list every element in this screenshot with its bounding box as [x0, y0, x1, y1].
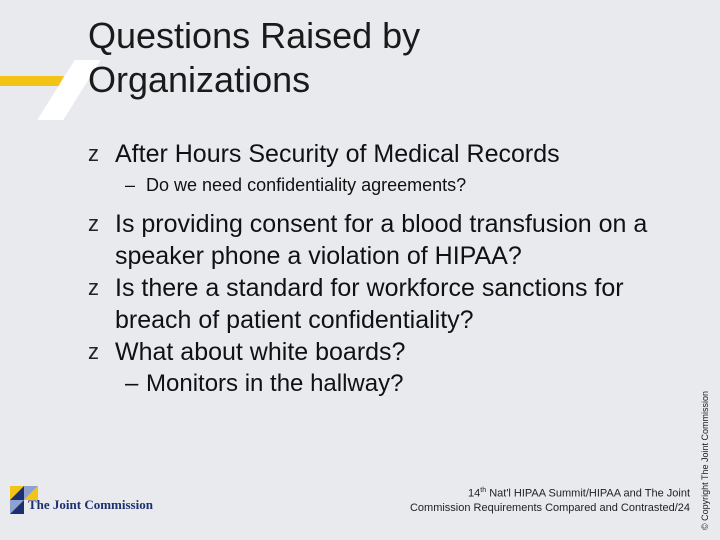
bullet-text: Is providing consent for a blood transfusion on a speaker phone a violation of HIPAA?: [115, 210, 648, 270]
footer-line-1: 14th Nat'l HIPAA Summit/HIPAA and The Joint: [468, 487, 690, 500]
bullet-icon: z: [88, 141, 99, 166]
bullet-item: [88, 272, 688, 336]
bullet-text: Is there a standard for workforce sanctions for breach of patient confidentiality?: [115, 274, 624, 334]
bullet-item: [88, 336, 688, 368]
bullet-text: What about white boards?: [115, 338, 406, 366]
sub-bullet-text: Monitors in the hallway?: [146, 370, 404, 397]
slide-footer: [360, 484, 690, 515]
bullet-item: [88, 138, 688, 170]
bullet-item: [88, 208, 688, 272]
bullet-icon: z: [88, 275, 99, 300]
bullet-icon: z: [88, 339, 99, 364]
logo-wordmark: The Joint Commission: [28, 497, 153, 512]
footer-line-2: Commission Requirements Compared and Contrasted/24: [409, 501, 690, 514]
sub-bullet-item: [88, 172, 688, 198]
copyright-notice: © Copyright The Joint Commission: [700, 390, 710, 530]
bullet-text: After Hours Security of Medical Records: [115, 140, 560, 168]
sub-bullet-item: [88, 368, 688, 400]
dash-icon: –: [125, 370, 139, 397]
bullet-icon: z: [88, 211, 99, 236]
sub-bullet-text: Do we need confidentiality agreements?: [146, 175, 467, 195]
title-line-1: Questions Raised by: [88, 15, 421, 56]
bullet-list: [88, 138, 688, 400]
slide-title: [88, 14, 648, 102]
dash-icon: –: [125, 175, 136, 195]
title-line-2: Organizations: [88, 59, 311, 100]
title-accent-bar: [0, 76, 64, 86]
